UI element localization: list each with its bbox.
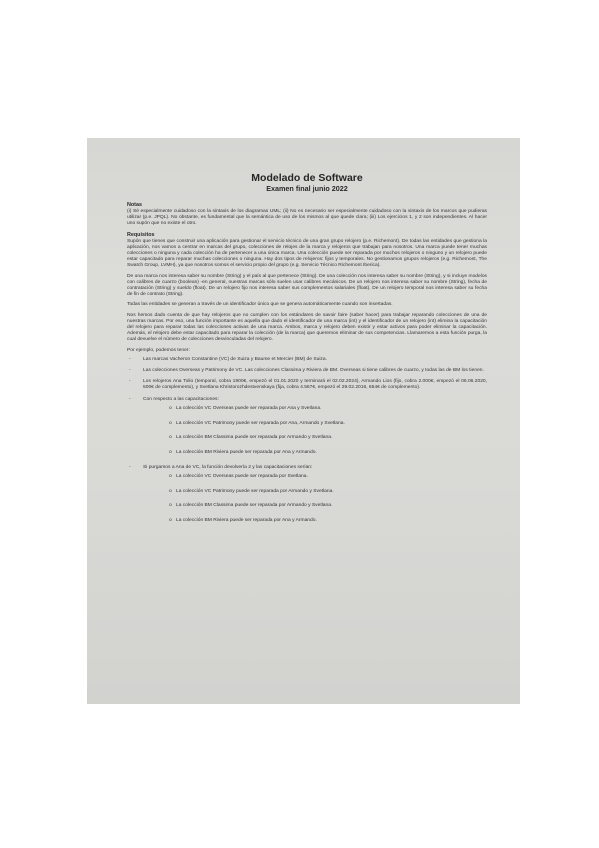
circle-bullet-icon: o [169, 518, 172, 523]
requirements-paragraph-2: De una marca nos interesa saber su nombre (String) y el país al que pertenece (String). De una colección nos interesa saber su nombre (String), y si incluye modelos con calibres de cuarzo (boolean) -en general, nuestras marcas sólo suelen usar calibres mecánicos. De un relojero nos interesa saber su nombre (String), fecha de contratación (String) y sueldo (float). De un relojero fijo nos interesa saber sus complementos salariales (float). De un relojero temporal nos interesa saber su fecha de fin de contrato (String). [127, 273, 487, 298]
capacitaciones-list [143, 406, 487, 456]
capacitacion-text: La colección BM Riviera puede ser reparada por Ana y Armando. [176, 449, 317, 455]
notes-heading: Notas [127, 202, 142, 208]
circle-bullet-icon: o [169, 473, 172, 479]
dash-bullet-icon: - [129, 396, 131, 402]
example-item-brands [127, 357, 487, 363]
requirements-paragraph-3: Todas las entidades se generan a través de un identificador único que se genera automáticamente cuando son insertadas. [127, 302, 393, 308]
capacitacion-text: La colección VC Patrimony puede ser reparada por Ana, Armando y Svetlana. [176, 420, 345, 426]
capacitacion-after-item [169, 474, 487, 480]
circle-bullet-icon: o [169, 420, 172, 426]
capacitacion-item [169, 435, 487, 441]
requirements-heading: Requisitos [127, 231, 155, 238]
capacitacion-after-item [169, 503, 487, 509]
examples-list [127, 357, 487, 524]
circle-bullet-icon: o [169, 435, 172, 441]
example-text: Las marcas Vacheron Constantine (VC) de Suiza y Baume et Mercier (BM) de Suiza. [143, 356, 327, 362]
requirements-paragraph-5: Por ejemplo, podemos tener: [127, 347, 190, 353]
capacitacion-text: La colección BM Classima puede ser reparada por Armando y Svetlana. [176, 435, 333, 441]
example-item-capacitaciones [127, 397, 487, 457]
capacitaciones-after-list [143, 474, 487, 524]
dash-bullet-icon: - [129, 368, 131, 374]
capacitacion-after-text: La colección BM Riviera puede ser reparada por Ana y Armando. [176, 518, 317, 523]
circle-bullet-icon: o [169, 449, 172, 455]
capacitacion-after-text: La colección VC Overseas puede ser reparada por Svetlana. [176, 473, 308, 479]
capacitacion-item [169, 406, 487, 412]
circle-bullet-icon: o [169, 488, 172, 494]
circle-bullet-icon: o [169, 405, 172, 411]
example-item-collections [127, 368, 487, 374]
example-text: Si purgamos a Ana de VC, la función devolvería 2 y las capacitaciones serían: [143, 464, 313, 470]
capacitacion-after-item [169, 518, 487, 524]
requirements-paragraph-4: Nos hemos dado cuenta de que hay relojeros que no cumplen con los estándares de savoir faire (saber hacer) para trabajar reparando colecciones de una de nuestras marcas. Por eso, una función importante es aquella que dado el identificador de una marca (int) y el identificador de un relojero (int) elimina la capacitación del relojero para reparar todas las colecciones activas de una marca. Ambos, marca y relojero deben existir y estar activos para poder eliminar la capacitación. Además, el relojero debe estar capacitado para reparar la colección (de la marca) que queremos eliminar de sus competencias. Llamaremos a esta función purga, la cual devuelve el número de colecciones desvinculadas del relojero. [127, 312, 487, 343]
example-item-watchmakers [127, 379, 487, 391]
requirements-paragraph-1: Supón que tienes que construir una aplicación para gestionar el servicio técnico de una gran grupo relojero (p.e. Richemont). De todas las entidades que gestiona la aplicación, nos vamos a centrar en marcas del grupo, colecciones de relojes de la marca y relojeros que trabajan para nosotros. Una marca puede tener muchas colecciones o ninguna y cada colección ha de pertenecer a una única marca. Una colección puede ser reparada por muchos relojeros o ninguno y un relojero puede estar capacitado para reparar muchas colecciones o ninguna. Hay dos tipos de relojeros: fijos y temporales. No gestionamos grupos relojeros (e.g. Richemont, The Swatch Group, LVMH), ya que nosotros somos el servicio propio del grupo (e.g. Servicio Técnico Richemont Iberica). [127, 238, 487, 269]
document-subtitle: Examen final junio 2022 [266, 184, 348, 193]
capacitacion-text: La colección VC Overseas puede ser reparada por Ana y Svetlana. [176, 405, 322, 411]
example-item-purge [127, 465, 487, 525]
capacitacion-after-text: La colección BM Classima puede ser reparada por Armando y Svetlana. [176, 503, 333, 509]
exam-sheet [87, 138, 520, 704]
notes-text: (i) Sé especialmente cuidadoso con la sintaxis de los diagramas UML; (ii) No es necesario ser especialmente cuidadoso con la sintaxis de los marcos que pudieras utilizar (p.e. JPQL). No obstante, es fundamental que la semántica de uso de los mismos al que quede clara; (iii) Los ejercicios 1, y 2 son independientes. Al hacer uno supón que no existe el otro. [127, 209, 487, 227]
capacitacion-item [169, 421, 487, 427]
dash-bullet-icon: - [129, 464, 131, 470]
document-title: Modelado de Software [251, 172, 363, 184]
example-text: Con respecto a las capacitaciones: [143, 396, 219, 402]
example-text: Los relojeros Ana Tolio (temporal, cobra 1900€, empezó el 01.01.2020 y terminará el 02.02.2024), Armando Lios (fijo, cobra 2.000€, empezó el 06.06.2020, 500€ de complemento), y Svetlana Khristorozhdestvenskaya (fija, cobra 4.567€, empezó el 29.02.2016, 654€ de complemento). [143, 379, 487, 391]
dash-bullet-icon: - [129, 356, 131, 362]
circle-bullet-icon: o [169, 503, 172, 509]
example-text: Las colecciones Overseas y Patrimony de VC. Las colecciones Classima y Riviera de BM. Overseas si tiene calibres de cuarzo, y todas las de BM los tienen. [143, 368, 484, 374]
capacitacion-after-item [169, 489, 487, 495]
capacitacion-after-text: La colección VC Patrimony puede ser reparada por Armando y Svetlana. [176, 488, 334, 494]
capacitacion-item [169, 450, 487, 456]
dash-bullet-icon: - [129, 379, 131, 385]
